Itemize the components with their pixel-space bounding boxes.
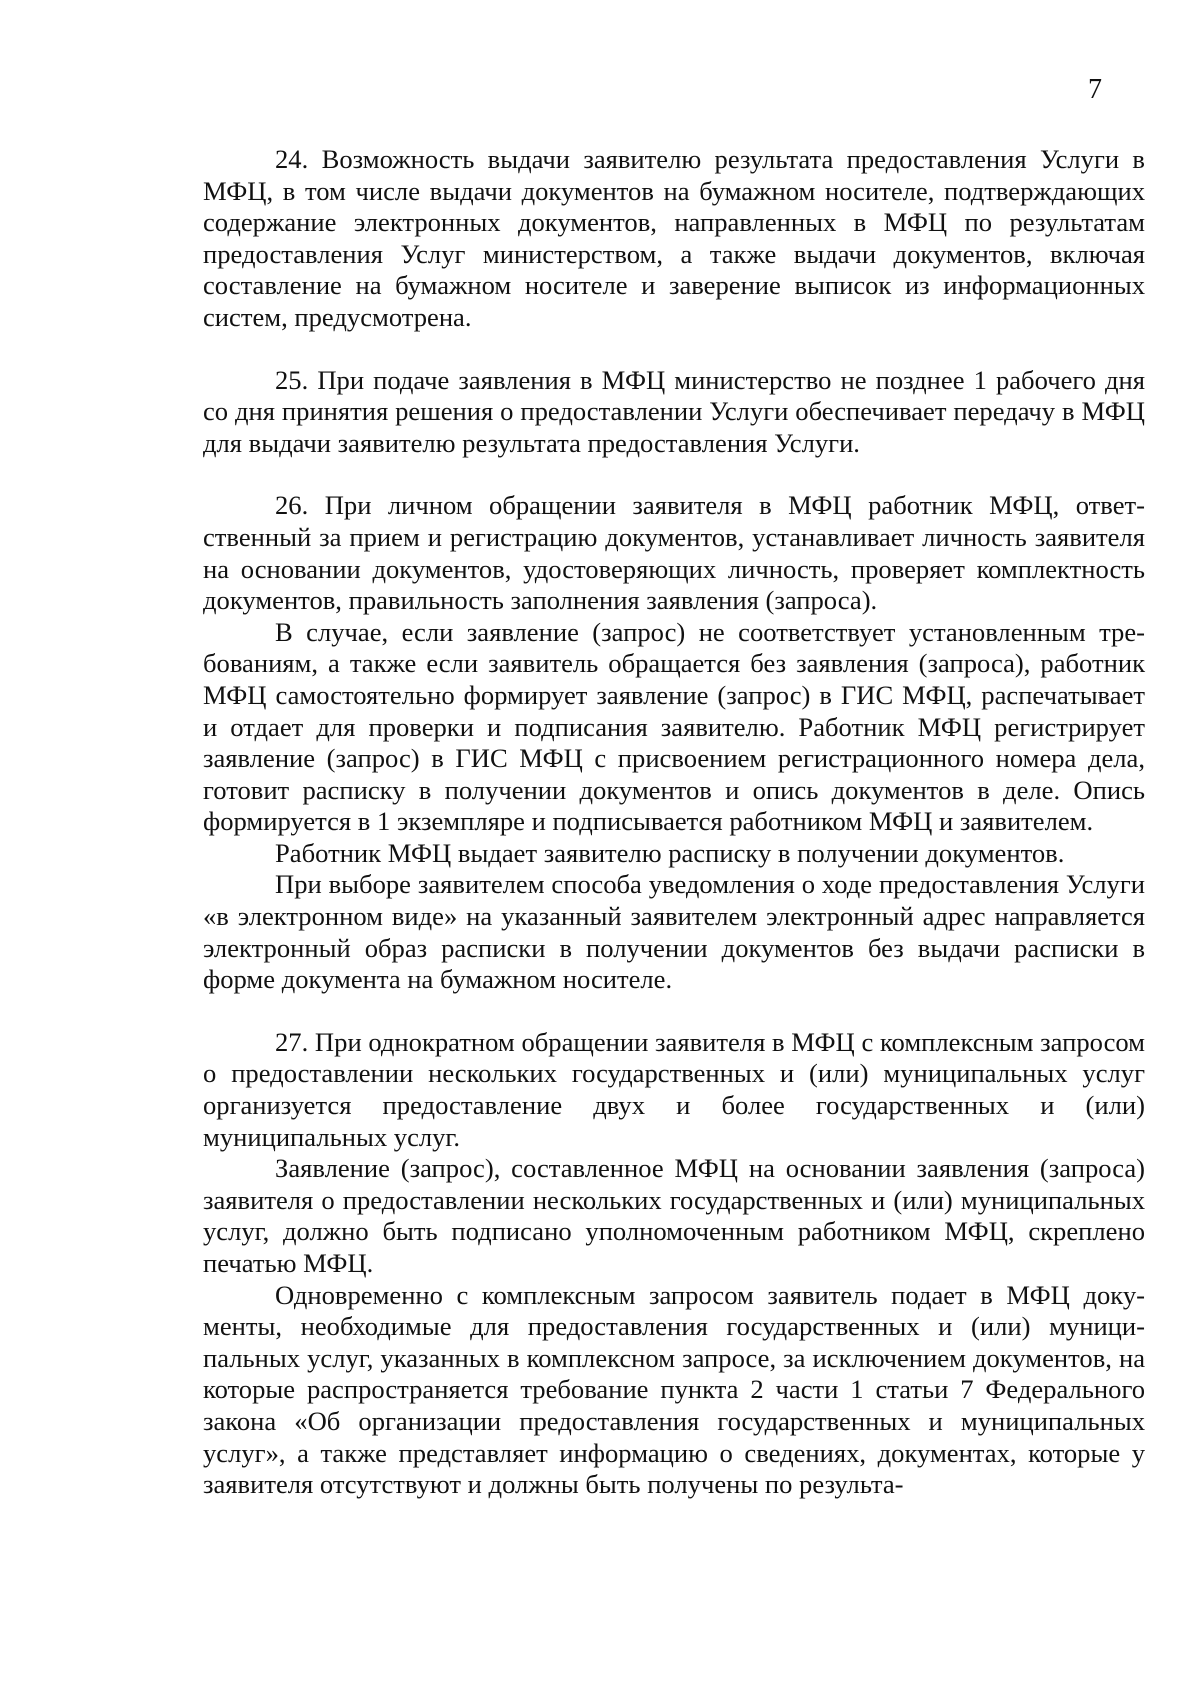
paragraph-26-case: В случае, если заявление (запрос) не соответствует установленным требованиям, а также если заявитель обращается без заявления (запроса), работник МФЦ самостоятельно формирует заявление (запрос) в ГИС МФЦ, распечатывает и отдает для проверки и подписания заявителю. Работник МФЦ регистрирует заявление (запрос) в ГИС МФЦ с присвоением регистрационного номера дела, готовит расписку в получении документов и опись документов в деле. Опись формируется в 1 экземпляре и подписывается работником МФЦ и заявителем. [203,616,1145,837]
paragraph-gap [203,334,1145,365]
document-body [203,144,1145,1501]
paragraph-24: 24. Возможность выдачи заявителю результата предоставления Услуги в МФЦ, в том числе выдачи документов на бумажном носителе, подтверждающих содержание электронных документов, направленных в МФЦ по результатам предоставления Услуг министерством, а также выдачи документов, включая составление на бумажном носителе и заверение выписок из информационных систем, предусмотрена. [203,144,1145,332]
paragraph-26-receipt: Работник МФЦ выдает заявителю расписку в получении документов. [275,837,1065,868]
paragraph-27-documents: Одновременно с комплексным запросом заявитель подает в МФЦ документы, необходимые для предоставления государственных и (или) муниципальных услуг, указанных в комплексном запросе, за исключением документов, на которые распространяется требование пункта 2 части 1 статьи 7 Федерального закона «Об организации предоставления государственных и муниципальных услуг», а также представляет информацию о сведениях, документах, которые у заявителя отсутствуют и должны быть получены по результа- [203,1279,1145,1500]
paragraph-27: 27. При однократном обращении заявителя в МФЦ с комплексным запросом о предоставлении нескольких государственных и (или) муниципальных услуг организуется предоставление двух и более государственных и (или) муниципальных услуг. [203,1026,1145,1152]
paragraph-gap [203,996,1145,1027]
paragraph-27-application: Заявление (запрос), составленное МФЦ на основании заявления (запроса) заявителя о предоставлении нескольких государственных и (или) муниципальных услуг, должно быть подписано уполномоченным работником МФЦ, скреплено печатью МФЦ. [203,1153,1145,1278]
paragraph-25: 25. При подаче заявления в МФЦ министерство не позднее 1 рабочего дня со дня принятия решения о предоставлении Услуги обеспечивает передачу в МФЦ для выдачи заявителю результата предоставления Услуги. [203,364,1145,458]
paragraph-26-notification: При выборе заявителем способа уведомления о ходе предоставления Услуги «в электронном виде» на указанный заявителем электронный адрес направляется электронный образ расписки в получении документов без выдачи расписки в форме документа на бумажном носителе. [203,869,1145,995]
paragraph-gap [203,459,1145,490]
paragraph-26: 26. При личном обращении заявителя в МФЦ работник МФЦ, ответственный за прием и регистрацию документов, устанавливает личность заявителя на основании документов, удостоверяющих личность, проверяет комплектность документов, правильность заполнения заявления (запроса). [203,490,1145,616]
page-number: 7 [1088,74,1102,105]
